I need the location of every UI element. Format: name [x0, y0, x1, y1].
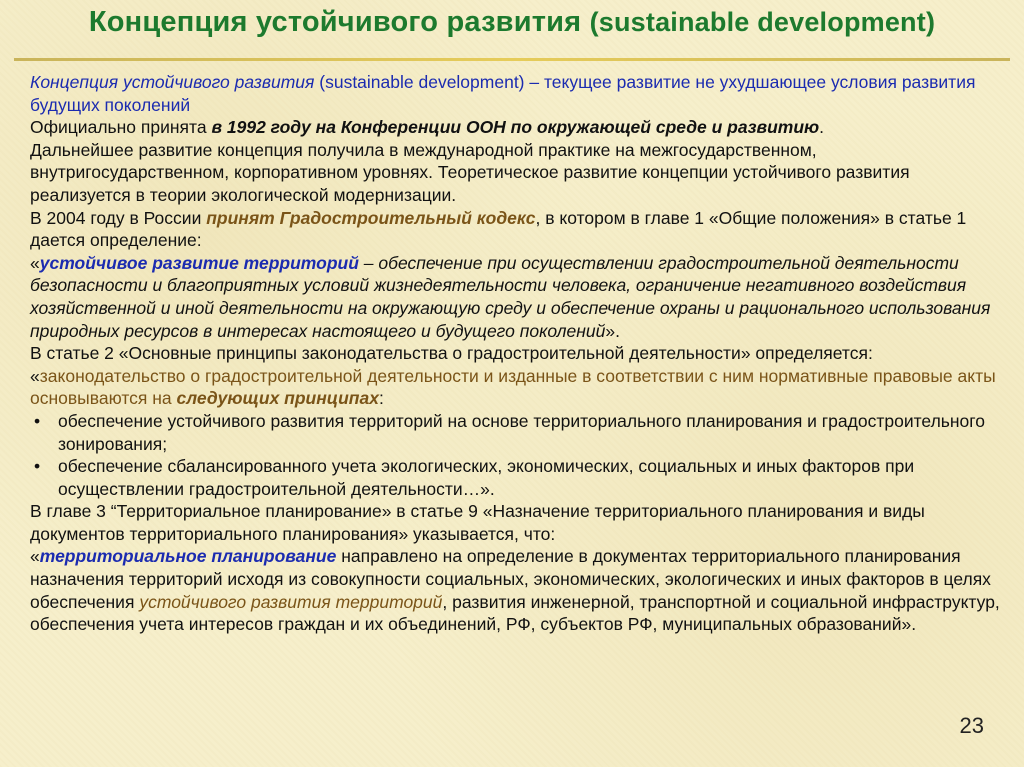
quote-open: «: [30, 252, 40, 273]
chapter3-paragraph: В главе 3 “Территориальное планирование» в статье 9 «Назначение территориального планирования и виды документов территориального планирования» указывается, что:: [30, 501, 925, 544]
adoption-tail: .: [819, 117, 825, 138]
adoption-paragraph: [30, 116, 1005, 139]
code-emphasis: принят Градостроительный кодекс: [206, 207, 536, 228]
slide-body: [30, 71, 1005, 636]
slide-title: [0, 6, 1024, 39]
definition-paren: (sustainable development) –: [314, 72, 544, 92]
planning-tail: , развития инженерной, транспортной и социальной инфраструктур, обеспечения учета интересов граждан и их объединений, РФ, субъектов РФ, муниципальных образований».: [30, 591, 1000, 635]
planning-mid: направлено на определение в документах территориального планирования назначения территорий исходя из совокупности социальных, экономических, экологических и иных факторов в целях обеспечения: [30, 546, 991, 612]
definition-paragraph: [30, 71, 1005, 116]
article2-paragraph: В статье 2 «Основные принципы законодательства о градостроительной деятельности» определяется:: [30, 343, 873, 364]
principles-list: [30, 410, 1005, 500]
code-lead: В 2004 году в России: [30, 207, 207, 228]
list-item: [30, 455, 1005, 500]
definition-text: текущее развитие не ухудшающее условия развития будущих поколений: [30, 72, 976, 115]
principles-quote-open: «: [30, 365, 40, 386]
definition-term: Концепция устойчивого развития: [30, 72, 315, 92]
territory-definition: – обеспечение при осуществлении градостроительной деятельности безопасности и благоприятных условий жизнедеятельности человека, ограничение негативного воздействия хозяйственной и иной деятельности на окружающую среду и обеспечение охраны и рационального использования природных ресурсов в интересах настоящего и будущего поколений: [30, 252, 991, 341]
bullet-icon: •: [34, 456, 41, 477]
principles-emphasis: следующих принципах: [176, 388, 379, 409]
territory-definition-paragraph: [30, 252, 1005, 342]
development-paragraph: Дальнейшее развитие концепция получила в международной практике на межгосударственном, внутригосударственном, корпоративном уровнях. Теоретическое развитие концепции устойчивого развития реализуется в теории экологической модернизации.: [30, 139, 910, 205]
planning-quote-open: «: [30, 546, 40, 567]
bullet-icon: •: [34, 410, 41, 431]
planning-paragraph: [30, 545, 1005, 635]
principles-tail: :: [378, 388, 384, 409]
adoption-emphasis: в 1992 году на Конференции ООН по окружающей среде и развитию: [211, 117, 820, 138]
planning-emphasis: устойчивого развития территорий: [139, 591, 443, 612]
list-item: [30, 410, 1005, 455]
list-item-text: обеспечение сбалансированного учета экологических, экономических, социальных и иных факторов при осуществлении градостроительной деятельности…».: [58, 456, 915, 499]
title-ru: Концепция устойчивого развития: [88, 6, 582, 38]
adoption-lead: Официально принята: [30, 117, 212, 138]
quote-close: ».: [605, 320, 620, 341]
territory-term: устойчивое развитие территорий: [39, 252, 359, 273]
code-tail: , в котором в главе 1 «Общие положения» в статье 1 дается определение:: [30, 207, 967, 251]
page-number: 23: [959, 713, 984, 738]
principles-lead: законодательство о градостроительной деятельности и изданные в соответствии с ним нормативные правовые акты основываются на: [30, 365, 996, 409]
code-paragraph: [30, 207, 1005, 252]
list-item-text: обеспечение устойчивого развития территорий на основе территориального планирования и градостроительного зонирования;: [58, 410, 986, 454]
title-divider: [14, 58, 1010, 61]
title-en: (sustainable development): [589, 7, 936, 37]
planning-term: территориальное планирование: [39, 546, 337, 567]
principles-paragraph: [30, 365, 1005, 410]
